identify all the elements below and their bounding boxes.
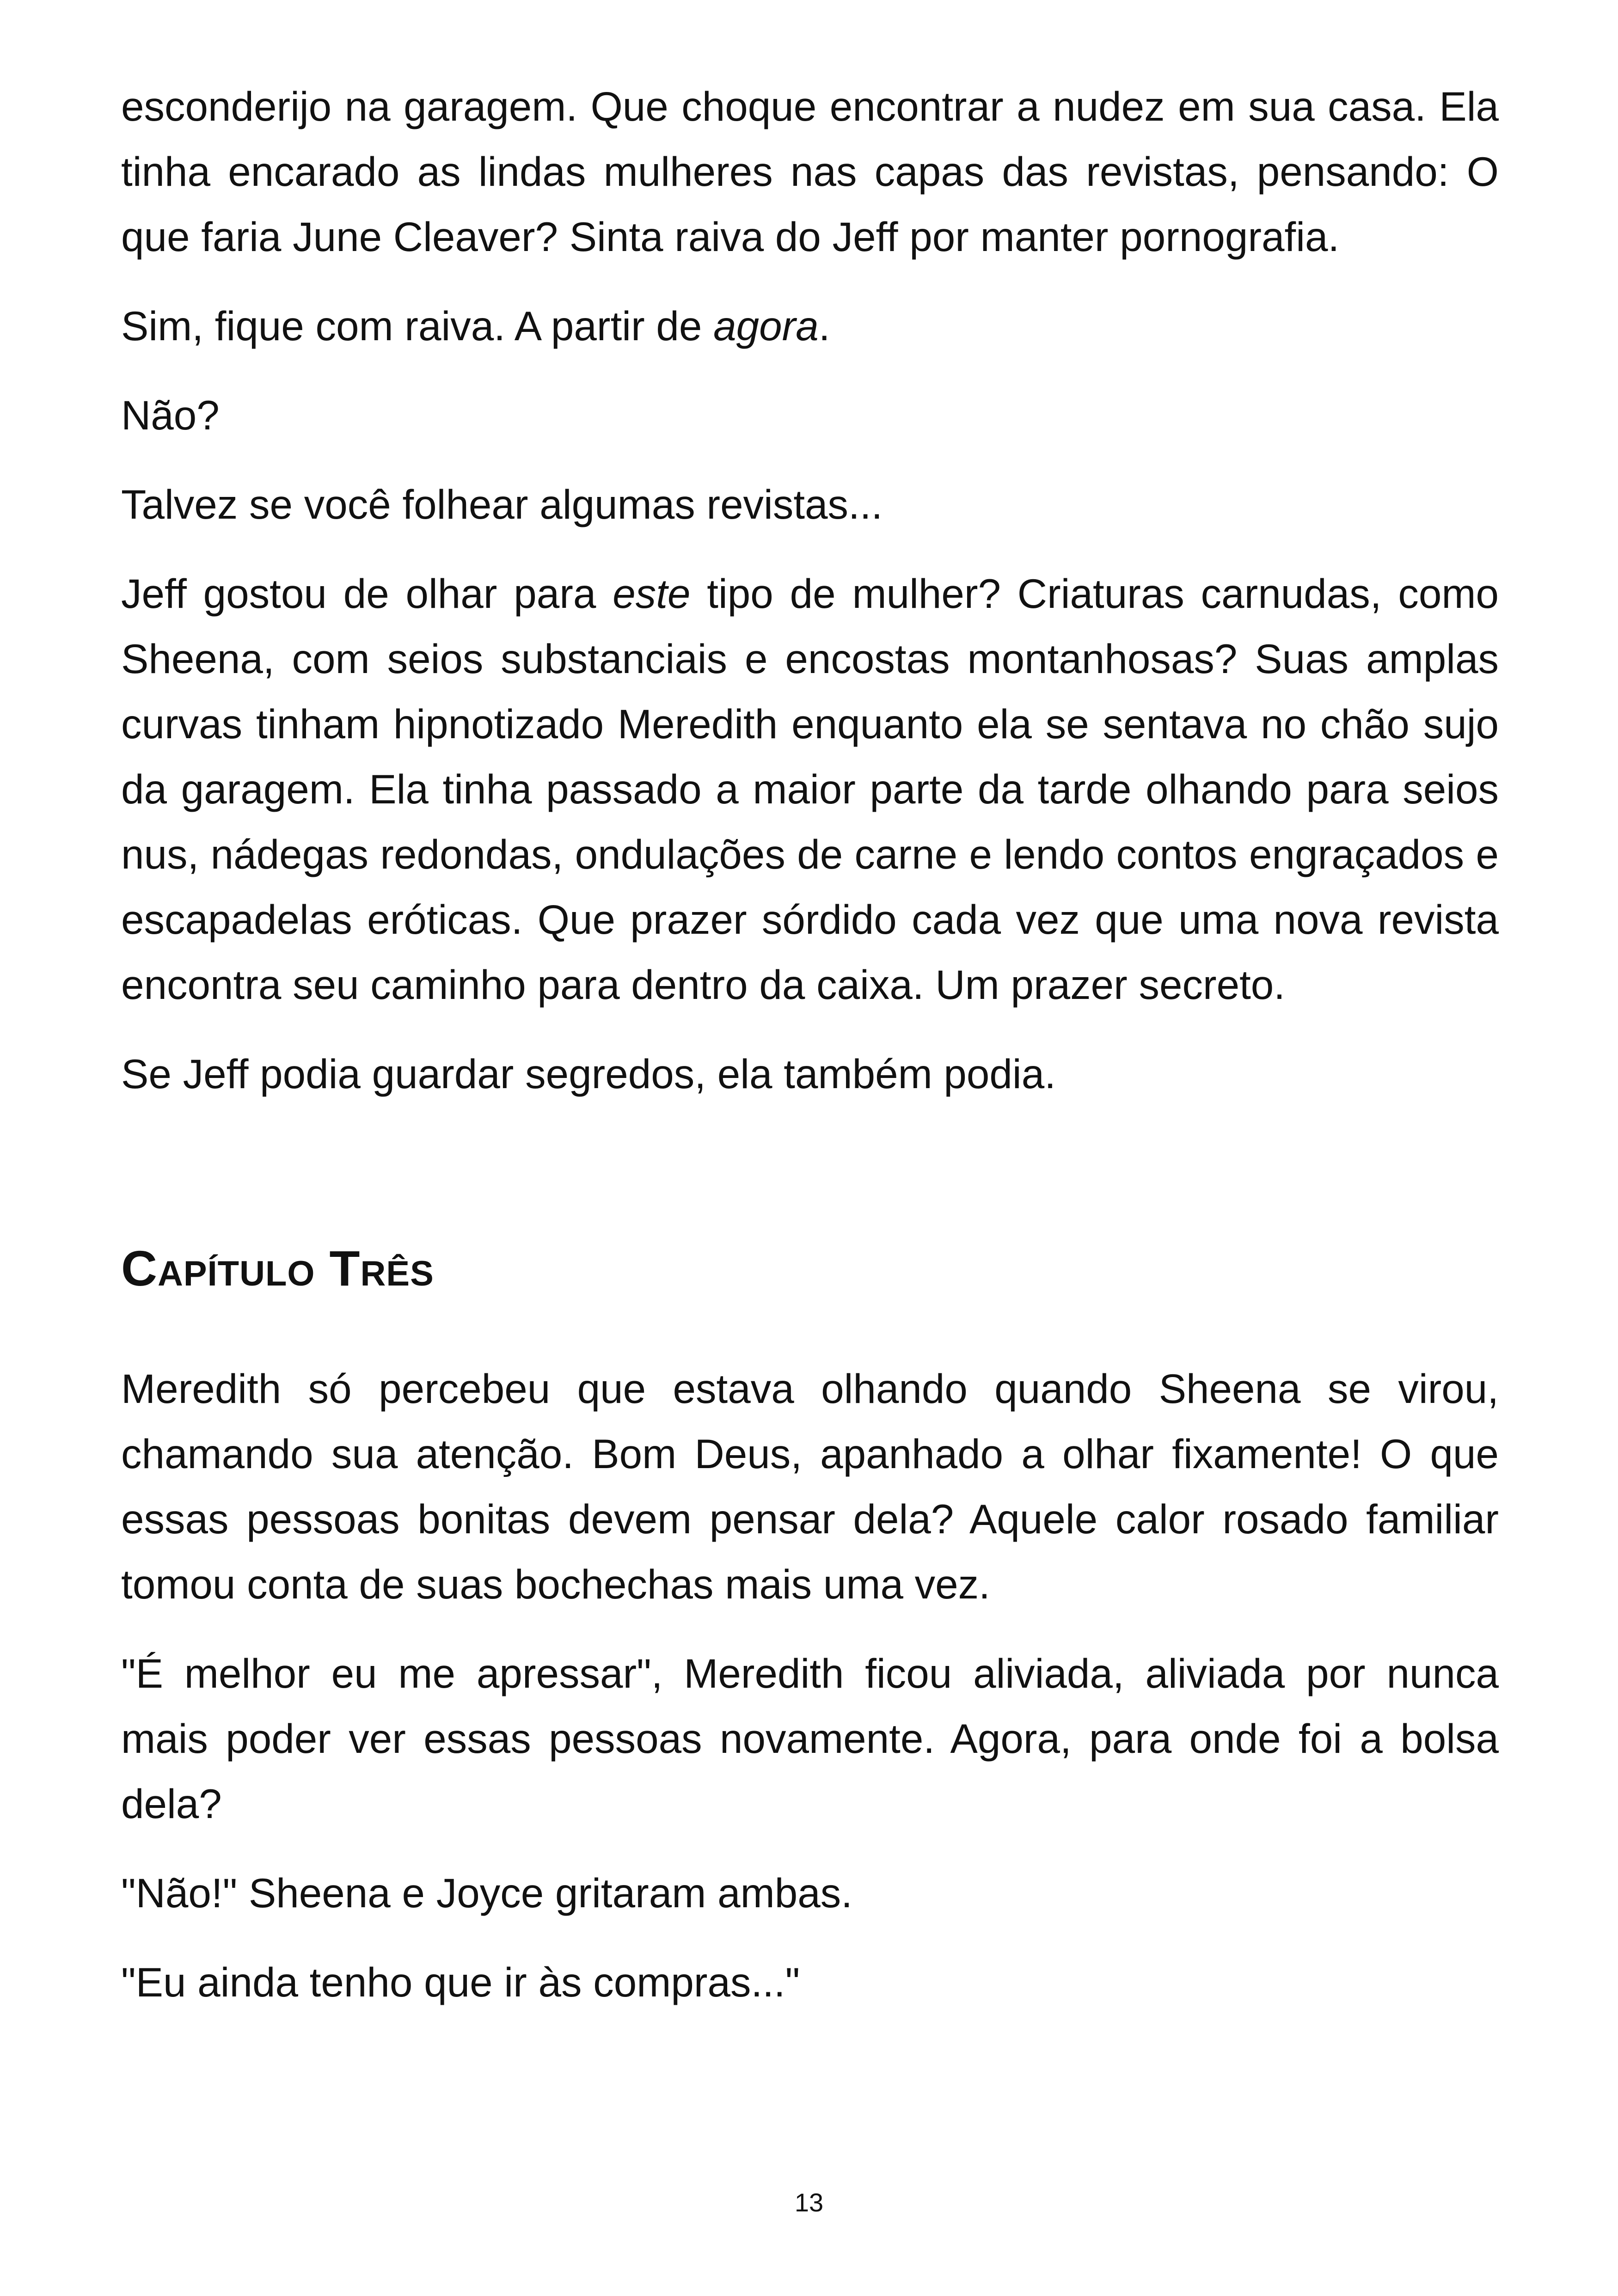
paragraph-text: Talvez se você folhear algumas revistas... — [121, 481, 883, 527]
paragraph-text: "Eu ainda tenho que ir às compras..." — [121, 1959, 800, 2005]
italic-text: este — [613, 570, 691, 617]
paragraph — [121, 561, 1499, 1017]
paragraph-text: Meredith só percebeu que estava olhando quando Sheena se virou, chamando sua atenção. Bom Deus, apanhado a olhar fixamente! O que essas pessoas bonitas devem pensar dela? Aquele calor rosado familiar tomou conta de suas bochechas mais uma vez. — [121, 1365, 1499, 1607]
text-section-before-chapter — [121, 74, 1499, 1107]
paragraph-text: "Não!" Sheena e Joyce gritaram ambas. — [121, 1870, 852, 1916]
paragraph-text: esconderijo na garagem. Que choque encontrar a nudez em sua casa. Ela tinha encarado as lindas mulheres nas capas das revistas, pensando: O que faria June Cleaver? Sinta raiva do Jeff por manter pornografia. — [121, 83, 1499, 260]
paragraph-text: "É melhor eu me apressar", Meredith ficou aliviada, aliviada por nunca mais poder ver essas pessoas novamente. Agora, para onde foi a bolsa dela? — [121, 1650, 1499, 1827]
paragraph-text: Se Jeff podia guardar segredos, ela também podia. — [121, 1051, 1056, 1097]
text-section-chapter-body — [121, 1356, 1499, 2015]
paragraph-text: Jeff gostou de olhar para — [121, 570, 613, 617]
paragraph — [121, 472, 1499, 537]
paragraph — [121, 294, 1499, 359]
paragraph — [121, 1861, 1499, 1926]
chapter-title: Capítulo Três — [121, 1240, 434, 1296]
paragraph — [121, 1041, 1499, 1107]
page-number: 13 — [794, 2188, 824, 2217]
paragraph-text: . — [818, 303, 830, 349]
paragraph-text: tipo de mulher? Criaturas carnudas, como Sheena, com seios substanciais e encostas montanhosas? Suas amplas curvas tinham hipnotizado Meredith enquanto ela se sentava no chão sujo da garagem. Ela tinha passado a maior parte da tarde olhando para seios nus, nádegas redondas, ondulações de carne e lendo contos engraçados e escapadelas eróticas. Que prazer sórdido cada vez que uma nova revista encontra seu caminho para dentro da caixa. Um prazer secreto. — [121, 570, 1499, 1008]
paragraph-text: Não? — [121, 392, 220, 438]
paragraph — [121, 383, 1499, 448]
paragraph-text: Sim, fique com raiva. A partir de — [121, 303, 714, 349]
paragraph — [121, 1356, 1499, 1617]
paragraph — [121, 74, 1499, 269]
italic-text: agora — [713, 303, 819, 349]
paragraph — [121, 1950, 1499, 2015]
paragraph — [121, 1641, 1499, 1837]
page-content — [121, 74, 1499, 2039]
